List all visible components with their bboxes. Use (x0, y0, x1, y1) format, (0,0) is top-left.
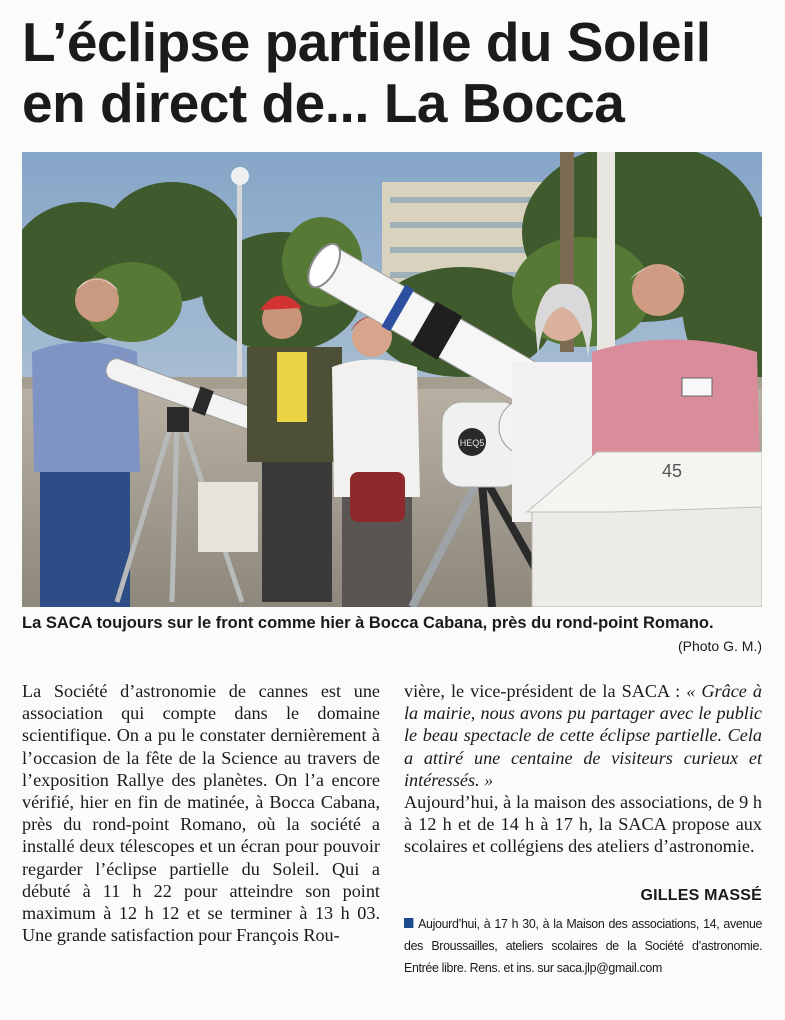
practical-info (404, 913, 762, 979)
article-paragraph-3: Aujourd’hui, à la maison des associations, de 9 h à 12 h et de 14 h à 17 h, la SACA propose aux scolaires et collégiens des ateliers d’astronomie. (404, 792, 762, 857)
info-text: Aujourd’hui, à 17 h 30, à la Maison des associations, 14, avenue des Broussailles, ateliers scolaires de la Société d’astronomie. Entrée libre. Rens. et ins. sur saca.jlp@gmail.com (404, 916, 763, 975)
photo-credit: (Photo G. M.) (677, 638, 762, 654)
news-photo (22, 152, 762, 607)
photo-illustration (22, 152, 762, 607)
quote-text: « Grâce à la mairie, nous avons pu partager avec le public le beau spectacle de cette éclipse partielle. Cela a attiré une centaine de visiteurs curieux et intéressés. » (404, 681, 762, 790)
article-column-1 (22, 680, 380, 946)
article-paragraph-2 (404, 680, 762, 791)
article-paragraph-1: La Société d’astronomie de cannes est une association qui compte dans le domaine scientifique. On a pu le constater dernièrement à l’occasion de la fête de la Science au travers de l’exposition Rallye des planètes. On l’a encore vérifié, hier en fin de matinée, à Bocca Cabana, près du rond-point Romano, où la société a installé deux télescopes et un écran pour pouvoir regarder l’éclipse partielle du Soleil. Qui a débuté à 11 h 22 pour atteindre son point maximum à 12 h 12 et se terminer à 13 h 03. Une grande satisfaction pour François Rou- (22, 681, 380, 946)
author-signature: GILLES MASSÉ (640, 887, 762, 904)
info-bullet-icon (404, 918, 413, 928)
photo-caption: La SACA toujours sur le front comme hier à Bocca Cabana, près du rond-point Romano. (22, 614, 714, 632)
quote-intro: vière, le vice-président de la SACA : (404, 681, 687, 701)
headline-line-1: L’éclipse partielle du Soleil (22, 11, 711, 73)
headline-line-2: en direct de... La Bocca (22, 72, 625, 134)
svg-text:45: 45 (662, 461, 683, 481)
svg-text:HEQ5: HEQ5 (459, 438, 485, 448)
headline (22, 12, 772, 134)
article-column-2 (404, 680, 762, 858)
